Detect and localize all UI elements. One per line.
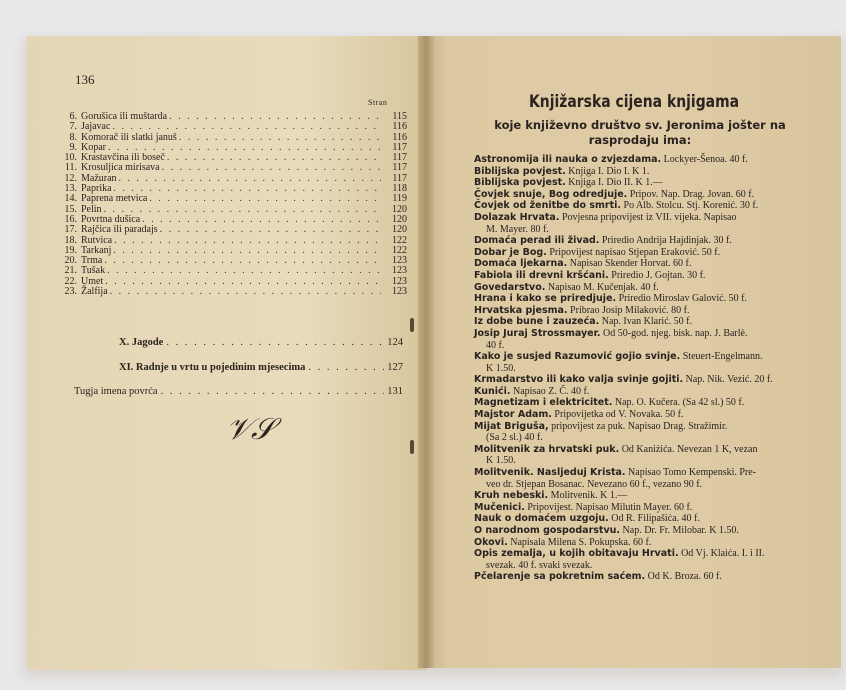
toc-number: 7.: [69, 121, 77, 133]
book-entry: [474, 247, 824, 259]
book-title: Biblijska povjest.: [474, 165, 566, 177]
book-entry: [474, 467, 824, 490]
book-entry: [474, 537, 824, 549]
ornament: 𝒱𝒮: [226, 412, 275, 447]
book-title: Kako je susjed Razumović gojio svinje.: [474, 351, 681, 363]
book-details: Knjiga I. Dio II. K 1.—: [565, 177, 663, 189]
book-details: Napisao M. Kučenjak. 40 f.: [545, 281, 659, 293]
leader-dots: [119, 174, 381, 184]
section-page: 127: [387, 362, 403, 373]
page-subtitle: koje književno društvo sv. Jeronima jošter na rasprodaju ima:: [494, 118, 786, 147]
leader-dots: [114, 236, 381, 246]
book-entry: [474, 444, 824, 467]
book-details: Priredio Andrija Hajdinjak. 30 f.: [599, 235, 732, 247]
book-details-cont: svezak. 40 f. svaki svezak.: [486, 559, 593, 571]
book-details: Pripov. Nap. Drag. Jovan. 60 f.: [627, 188, 755, 200]
book-details-cont: veo dr. Stjepan Bosanac. Nevezano 60 f., vezano 90 f.: [486, 478, 703, 490]
book-entry: [474, 386, 824, 398]
book-entry: [474, 282, 824, 294]
book-title: Biblijska povjest.: [474, 177, 566, 189]
toc-number: 16.: [64, 213, 77, 225]
book-entry: [474, 351, 824, 374]
section-page: 131: [387, 386, 403, 397]
book-spine: [418, 36, 434, 668]
toc-page: 117: [392, 162, 407, 174]
toc-page: 117: [392, 141, 407, 153]
book-entry: [474, 525, 824, 537]
section-xi: [119, 362, 403, 373]
toc-page: 120: [392, 224, 407, 236]
book-title: Molitvenik za hrvatski puk.: [474, 443, 620, 455]
toc-number: 13.: [64, 183, 77, 195]
book-title: Mijat Briguša,: [474, 420, 549, 432]
leader-dots: [104, 205, 381, 215]
book-details: Nap. Nik. Vezić. 20 f.: [683, 374, 773, 386]
toc-title: Paprika: [81, 183, 112, 195]
book-title: Čovjek snuje, Bog odredjuje.: [474, 188, 628, 200]
column-header: Stran: [368, 98, 388, 107]
book-entry: [474, 502, 824, 514]
toc-page: 122: [392, 244, 407, 256]
book-details: Od 50-god. njeg. bisk. nap. J. Barlè.: [600, 327, 748, 339]
leader-dots: [161, 386, 385, 397]
book-title: Iz dobe bune i zauzeća.: [474, 316, 600, 328]
toc-title: Žalfija: [81, 286, 108, 298]
book-details: Knjiga I. Dio I. K 1.: [565, 165, 650, 177]
toc-number: 12.: [64, 172, 77, 184]
toc-number: 22.: [64, 275, 77, 287]
book-details: Steuert-Engelmann.: [680, 351, 763, 363]
book-entry: [474, 490, 824, 502]
book-details: Nap. O. Kučera. (Sa 42 sl.) 50 f.: [612, 397, 745, 409]
book-details: pripovijest za puk. Napisao Drag. Stražimir.: [548, 420, 728, 432]
toc-title: Rutvica: [81, 234, 113, 246]
toc-title: Komorač ili slatki januš: [81, 131, 177, 143]
book-title: Pčelarenje sa pokretnim saćem.: [474, 571, 646, 583]
book-entry: [474, 200, 824, 212]
leader-dots: [113, 246, 381, 256]
toc-page: 119: [392, 193, 407, 205]
book-details: Pripovijetka od V. Novaka. 50 f.: [551, 409, 684, 421]
toc-page: 118: [392, 183, 407, 195]
book-title: Kruh nebeski.: [474, 490, 549, 502]
leader-dots: [169, 112, 381, 122]
toc-title: Tušak: [81, 265, 106, 277]
toc-title: Trma: [81, 255, 103, 267]
toc-title: Pelin: [81, 203, 102, 215]
toc-row: [47, 287, 407, 297]
toc-title: Mažuran: [81, 172, 117, 184]
leader-dots: [149, 194, 381, 204]
toc-number: 17.: [64, 224, 77, 236]
book-details: Pripovijest napisao Stjepan Eraković. 50 f.: [546, 246, 721, 258]
book-title: Magnetizam i elektricitet.: [474, 397, 613, 409]
book-details: Povjesna pripovijest iz VII. vijeka. Napisao: [559, 211, 737, 223]
leader-dots: [105, 277, 381, 287]
left-page: [27, 36, 427, 670]
section-title: Tugja imena povrća: [74, 386, 158, 397]
book-entry: [474, 166, 824, 178]
toc-number: 9.: [69, 141, 77, 153]
book-details-cont: K 1.50.: [486, 455, 516, 467]
book-title: Hrana i kako se priredjuje.: [474, 293, 617, 305]
book-details: Od Vj. Klaića. I. i II.: [678, 548, 765, 560]
leader-dots: [160, 225, 381, 235]
book-details: Od K. Broza. 60 f.: [645, 571, 722, 583]
toc-page: 116: [392, 121, 407, 133]
book-title: Opis zemalja, u kojih obitavaju Hrvati.: [474, 548, 679, 560]
toc-number: 18.: [64, 234, 77, 246]
leader-dots: [114, 184, 381, 194]
toc-page: 120: [392, 213, 407, 225]
book-title: Molitvenik. Nasljeduj Krista.: [474, 467, 626, 479]
book-title: Dolazak Hrvata.: [474, 211, 560, 223]
toc-number: 15.: [64, 203, 77, 215]
book-entry: [474, 293, 824, 305]
book-details: Pripovijest. Napisao Milutin Mayer. 60 f.: [524, 501, 693, 513]
book-list: [474, 154, 824, 583]
book-title: Nauk o domaćem uzgoju.: [474, 513, 609, 525]
book-title: Dobar je Bog.: [474, 246, 547, 258]
toc-page: 122: [392, 234, 407, 246]
book-title: Govedarstvo.: [474, 281, 546, 293]
book-entry: [474, 235, 824, 247]
book-details: Po Alb. Stolcu. Stj. Korenić. 30 f.: [621, 200, 759, 212]
table-of-contents: [47, 112, 407, 297]
book-entry: [474, 397, 824, 409]
book-details-cont: K 1.50.: [486, 362, 516, 374]
book-details: Molitvenik. K 1.—: [548, 490, 628, 502]
toc-number: 19.: [64, 244, 77, 256]
toc-page: 117: [392, 152, 407, 164]
book-entry: [474, 270, 824, 282]
section-x: [119, 337, 403, 348]
book-entry: [474, 548, 824, 571]
toc-title: Krastavčina ili boseč: [81, 152, 165, 164]
book-title: Hrvatska pjesma.: [474, 304, 568, 316]
book-title: Fabiola ili drevni kršćani.: [474, 269, 609, 281]
leader-dots: [162, 163, 381, 173]
section-title: XI. Radnje u vrtu u pojedinim mjesecima: [119, 362, 306, 373]
toc-page: 123: [392, 286, 407, 298]
staple: [410, 440, 414, 454]
book-title: O narodnom gospodarstvu.: [474, 525, 621, 536]
toc-number: 6.: [69, 111, 77, 122]
book-entry: [474, 316, 824, 328]
toc-number: 21.: [64, 265, 77, 277]
book-details: Napisala Milena S. Pokupska. 60 f.: [507, 536, 652, 548]
book-entry: [474, 258, 824, 270]
book-details: Lockyer-Šenoa. 40 f.: [661, 154, 748, 165]
book-title: Astronomija ili nauka o zvjezdama.: [474, 154, 662, 165]
book-entry: [474, 189, 824, 201]
leader-dots: [166, 337, 384, 348]
book-details: Priredio J. Gojtan. 30 f.: [608, 269, 706, 281]
section-page: 124: [387, 337, 403, 348]
book-details: Napisao Skender Horvat. 60 f.: [567, 258, 692, 270]
toc-title: Paprena metvica: [81, 193, 148, 205]
book-entry: [474, 154, 824, 166]
book-entry: [474, 177, 824, 189]
toc-page: 115: [392, 111, 407, 122]
book-title: Čovjek od ženitbe do smrti.: [474, 200, 622, 212]
book-entry: [474, 571, 824, 583]
book-entry: [474, 513, 824, 525]
toc-number: 14.: [64, 193, 77, 205]
toc-number: 10.: [64, 152, 77, 164]
section-title: X. Jagode: [119, 337, 164, 348]
book-details: Nap. Dr. Fr. Milobar. K 1.50.: [620, 525, 739, 536]
leader-dots: [308, 362, 384, 373]
book-details: Nap. Ivan Klarić. 50 f.: [599, 316, 692, 328]
book-details: Od Kaniżića. Nevezan 1 K, vezan: [619, 443, 758, 455]
toc-title: Gorušica ili muštarda: [81, 111, 168, 122]
toc-title: Jajavac: [81, 121, 111, 133]
toc-page: 123: [392, 275, 407, 287]
book-title: Krmadarstvo ili kako valja svinje gojiti.: [474, 374, 684, 386]
staple: [410, 318, 414, 332]
toc-page: 123: [392, 255, 407, 267]
toc-number: 11.: [64, 162, 77, 174]
leader-dots: [110, 287, 381, 297]
leader-dots: [167, 153, 381, 163]
book-entry: [474, 212, 824, 235]
book-title: Domaća ljekarna.: [474, 258, 568, 270]
toc-title: Krosuljica mirisava: [81, 162, 160, 174]
book-entry: [474, 305, 824, 317]
toc-title: Povrtna dušica: [81, 213, 141, 225]
leader-dots: [107, 266, 381, 276]
book-details-cont: (Sa 2 sl.) 40 f.: [486, 432, 543, 444]
book-title: Okovi.: [474, 536, 508, 548]
toc-title: Kopar: [81, 141, 106, 153]
toc-title: Umet: [81, 275, 104, 287]
toc-number: 20.: [64, 255, 77, 267]
book-entry: [474, 328, 824, 351]
book-details-cont: M. Mayer. 80 f.: [486, 223, 549, 235]
book-details: Napisao Tomo Kempenski. Pre-: [625, 467, 757, 479]
leader-dots: [104, 256, 381, 266]
book-details: Priredio Miroslav Galović. 50 f.: [616, 293, 747, 305]
toc-number: 8.: [69, 131, 77, 143]
toc-number: 23.: [64, 286, 77, 298]
toc-page: 117: [392, 172, 407, 184]
book-details: Napisao Z. Č. 40 f.: [510, 385, 590, 397]
book-details: Od R. Filipašića. 40 f.: [608, 513, 700, 525]
toc-page: 116: [392, 131, 407, 143]
book-title: Domaća perad ili živad.: [474, 235, 600, 247]
book-title: Kunići.: [474, 385, 511, 397]
toc-title: Tarkanj: [81, 244, 112, 256]
toc-page: 123: [392, 265, 407, 277]
page-title: Knjižarska cijena knjigama: [528, 92, 740, 112]
book-entry: [474, 421, 824, 444]
book-title: Mučenici.: [474, 501, 525, 513]
book-entry: [474, 409, 824, 421]
toc-title: Rajčica ili paradajs: [81, 224, 158, 236]
leader-dots: [142, 215, 381, 225]
book-entry: [474, 374, 824, 386]
foreign-names: [74, 386, 403, 397]
book-title: Majstor Adam.: [474, 409, 552, 421]
book-title: Josip Juraj Strossmayer.: [474, 327, 601, 339]
page-number: 136: [75, 72, 95, 87]
toc-page: 120: [392, 203, 407, 215]
book-details: Pribrao Josip Milaković. 80 f.: [567, 304, 690, 316]
book-details-cont: 40 f.: [486, 339, 505, 351]
leader-dots: [179, 133, 381, 143]
